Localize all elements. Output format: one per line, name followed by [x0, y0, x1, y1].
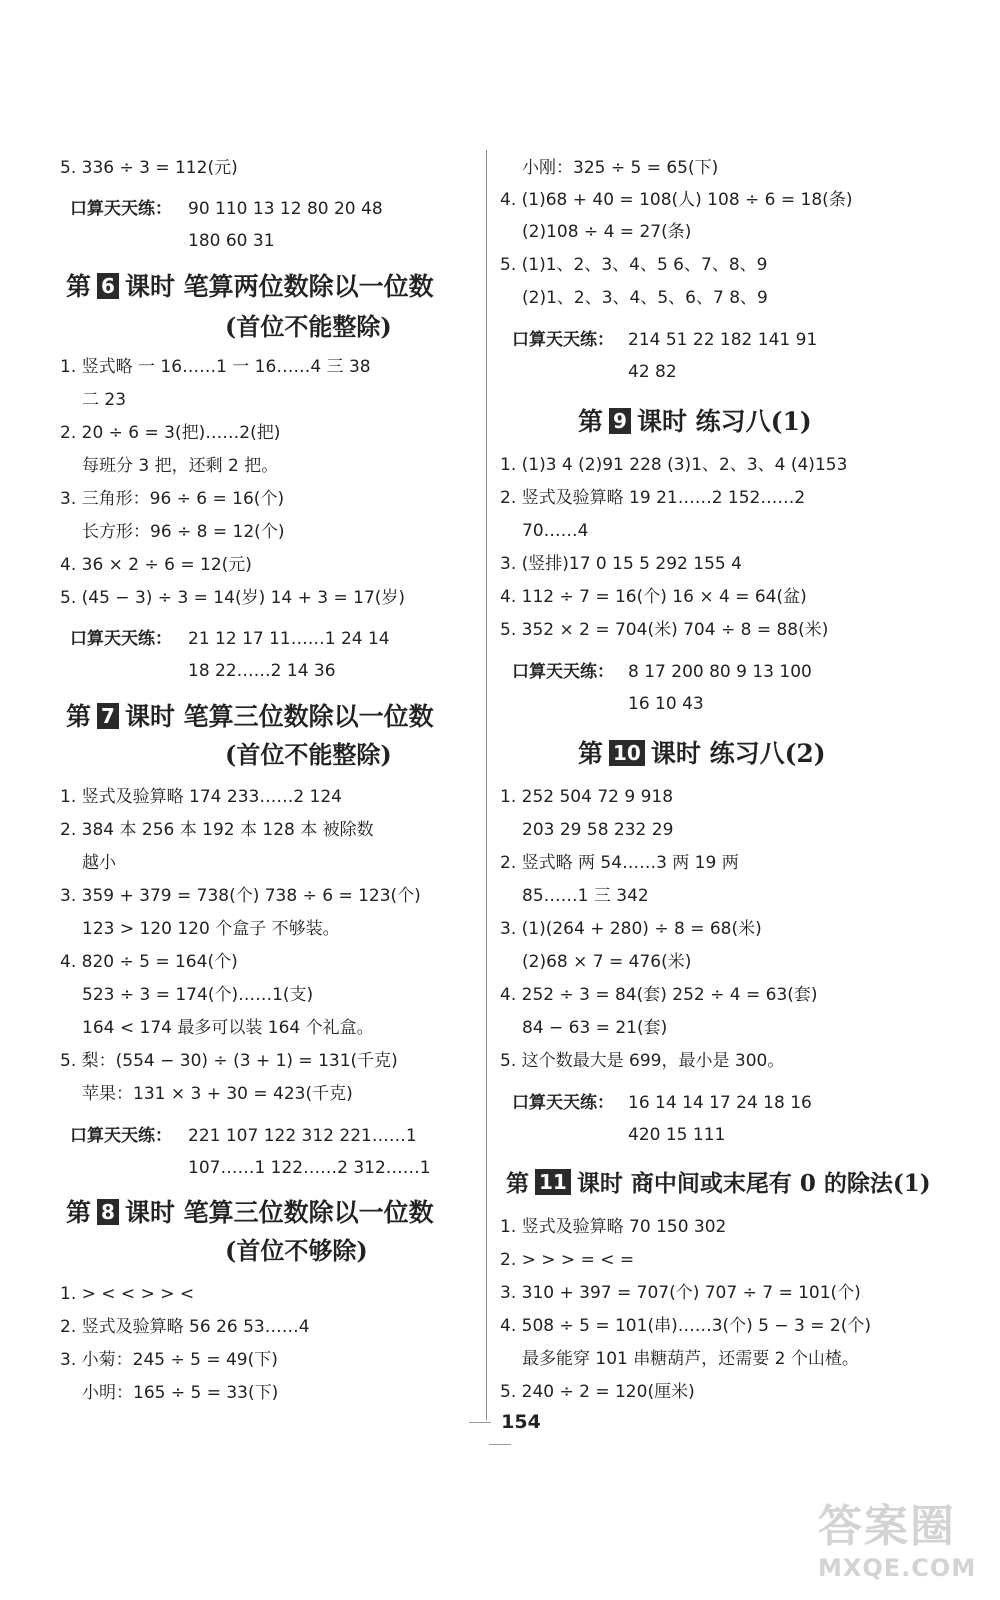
lesson-7-heading: 第 7 课时 笔算三位数除以一位数	[66, 702, 434, 731]
oral-practice-answers: 221 107 122 312 221……1	[188, 1126, 417, 1146]
answer-line: 2. 20 ÷ 6 = 3(把)……2(把)	[60, 423, 281, 443]
answer-line: 1. 竖式及验算略 70 150 302	[500, 1217, 727, 1237]
answer-line: 4. 252 ÷ 3 = 84(套) 252 ÷ 4 = 63(套)	[500, 985, 818, 1005]
answer-line: 3. (1)(264 + 280) ÷ 8 = 68(米)	[500, 919, 762, 939]
answer-line: 苹果：131 × 3 + 30 = 423(千克)	[82, 1084, 353, 1104]
answer-line: 1. 竖式略 一 16……1 一 16……4 三 38	[60, 357, 371, 377]
oral-practice-answers: 214 51 22 182 141 91	[628, 330, 818, 350]
oral-practice-label: 口算天天练：	[70, 199, 172, 219]
lesson-6-heading: 第 6 课时 笔算两位数除以一位数	[66, 272, 434, 301]
oral-practice-answers: 18 22……2 14 36	[188, 661, 336, 681]
oral-practice-label: 口算天天练：	[512, 1093, 614, 1113]
answer-line: 3. 小菊：245 ÷ 5 = 49(下)	[60, 1350, 278, 1370]
watermark-logo	[818, 1490, 978, 1590]
answer-line: 5. (45 − 3) ÷ 3 = 14(岁) 14 + 3 = 17(岁)	[60, 588, 406, 608]
answer-line: 1. 252 504 72 9 918	[500, 787, 674, 807]
answer-line: 70……4	[522, 521, 589, 541]
answer-line: 4. 112 ÷ 7 = 16(个) 16 × 4 = 64(盆)	[500, 587, 807, 607]
answer-line: 2. 竖式及验算略 56 26 53……4	[60, 1317, 310, 1337]
answer-line: 3. 359 + 379 = 738(个) 738 ÷ 6 = 123(个)	[60, 886, 421, 906]
oral-practice-label: 口算天天练：	[70, 1126, 172, 1146]
answer-line: 84 − 63 = 21(套)	[522, 1018, 668, 1038]
oral-practice-answers: 90 110 13 12 80 20 48	[188, 199, 383, 219]
lesson-number-box: 8	[97, 1199, 119, 1225]
oral-practice-answers: 16 14 14 17 24 18 16	[628, 1093, 812, 1113]
lesson-7-subtitle: (首位不能整除)	[225, 740, 392, 769]
answer-line: 164 < 174 最多可以装 164 个礼盒。	[82, 1018, 374, 1038]
lesson-number-box: 7	[97, 703, 119, 729]
lesson-8-heading: 第 8 课时 笔算三位数除以一位数	[66, 1198, 434, 1227]
answer-line: 2. > > > = < =	[500, 1250, 635, 1270]
answer-line: 4. 36 × 2 ÷ 6 = 12(元)	[60, 555, 252, 575]
footer-rule-left	[469, 1422, 491, 1423]
answer-line: (2)108 ÷ 4 = 27(条)	[522, 222, 692, 242]
answer-line: 小明：165 ÷ 5 = 33(下)	[82, 1383, 279, 1403]
oral-practice-label: 口算天天练：	[512, 330, 614, 350]
answer-line: 4. (1)68 + 40 = 108(人) 108 ÷ 6 = 18(条)	[500, 190, 853, 210]
answer-line: 3. 310 + 397 = 707(个) 707 ÷ 7 = 101(个)	[500, 1283, 861, 1303]
answer-line: 二 23	[82, 390, 127, 410]
lesson-8-subtitle: (首位不够除)	[225, 1236, 368, 1265]
answer-line: 越小	[82, 853, 116, 873]
answer-line: 5. 336 ÷ 3 = 112(元)	[60, 158, 238, 178]
lesson-6-subtitle: (首位不能整除)	[225, 312, 392, 341]
lesson-number-box: 10	[609, 740, 645, 766]
answer-line: 1. (1)3 4 (2)91 228 (3)1、2、3、4 (4)153	[500, 455, 848, 475]
answer-line: 2. 384 本 256 本 192 本 128 本 被除数	[60, 820, 374, 840]
answer-line: 1. > < < > > <	[60, 1284, 195, 1304]
page-number: 154	[501, 1411, 541, 1433]
oral-practice-answers: 420 15 111	[628, 1125, 726, 1145]
answer-line: 5. 梨：(554 − 30) ÷ (3 + 1) = 131(千克)	[60, 1051, 398, 1071]
answer-line: 123 > 120 120 个盒子 不够装。	[82, 919, 340, 939]
oral-practice-answers: 180 60 31	[188, 231, 275, 251]
watermark-title: 答案圈	[818, 1501, 956, 1552]
answer-line: 1. 竖式及验算略 174 233……2 124	[60, 787, 342, 807]
answer-line: 5. 352 × 2 = 704(米) 704 ÷ 8 = 88(米)	[500, 620, 829, 640]
lesson-number-box: 9	[609, 408, 631, 434]
oral-practice-answers: 16 10 43	[628, 694, 704, 714]
footer-rule-right	[489, 1444, 511, 1445]
answer-line: 每班分 3 把，还剩 2 把。	[82, 456, 279, 476]
lesson-10-heading: 第 10 课时 练习八(2)	[578, 739, 826, 768]
lesson-11-heading: 第 11 课时 商中间或末尾有 0 的除法(1)	[506, 1170, 931, 1197]
answer-line: 2. 竖式及验算略 19 21……2 152……2	[500, 488, 806, 508]
oral-practice-answers: 8 17 200 80 9 13 100	[628, 662, 812, 682]
answer-line: 3. (竖排)17 0 15 5 292 155 4	[500, 554, 742, 574]
answer-line: 523 ÷ 3 = 174(个)……1(支)	[82, 985, 314, 1005]
answer-line: 5. 这个数最大是 699，最小是 300。	[500, 1051, 785, 1071]
answer-line: 小刚：325 ÷ 5 = 65(下)	[522, 158, 719, 178]
oral-practice-answers: 21 12 17 11……1 24 14	[188, 629, 390, 649]
answer-line: 5. 240 ÷ 2 = 120(厘米)	[500, 1382, 695, 1402]
answer-line: 4. 820 ÷ 5 = 164(个)	[60, 952, 238, 972]
lesson-9-heading: 第 9 课时 练习八(1)	[578, 407, 812, 436]
oral-practice-label: 口算天天练：	[70, 629, 172, 649]
lesson-number-box: 11	[535, 1169, 571, 1195]
answer-line: 203 29 58 232 29	[522, 820, 674, 840]
answer-line: 85……1 三 342	[522, 886, 649, 906]
answer-line: 4. 508 ÷ 5 = 101(串)……3(个) 5 − 3 = 2(个)	[500, 1316, 872, 1336]
lesson-number-box: 6	[97, 273, 119, 299]
answer-line: 5. (1)1、2、3、4、5 6、7、8、9	[500, 255, 768, 275]
answer-line: (2)1、2、3、4、5、6、7 8、9	[522, 288, 768, 308]
answer-line: 最多能穿 101 串糖葫芦，还需要 2 个山楂。	[522, 1349, 859, 1369]
oral-practice-answers: 107……1 122……2 312……1	[188, 1158, 431, 1178]
oral-practice-answers: 42 82	[628, 362, 677, 382]
page-footer	[440, 1411, 560, 1455]
answer-line: 2. 竖式略 两 54……3 两 19 两	[500, 853, 739, 873]
watermark-url: MXQE.COM	[818, 1554, 977, 1582]
answer-line: (2)68 × 7 = 476(米)	[522, 952, 692, 972]
oral-practice-label: 口算天天练：	[512, 662, 614, 682]
answer-line: 3. 三角形：96 ÷ 6 = 16(个)	[60, 489, 285, 509]
answer-line: 长方形：96 ÷ 8 = 12(个)	[82, 522, 285, 542]
column-divider	[486, 150, 487, 1420]
